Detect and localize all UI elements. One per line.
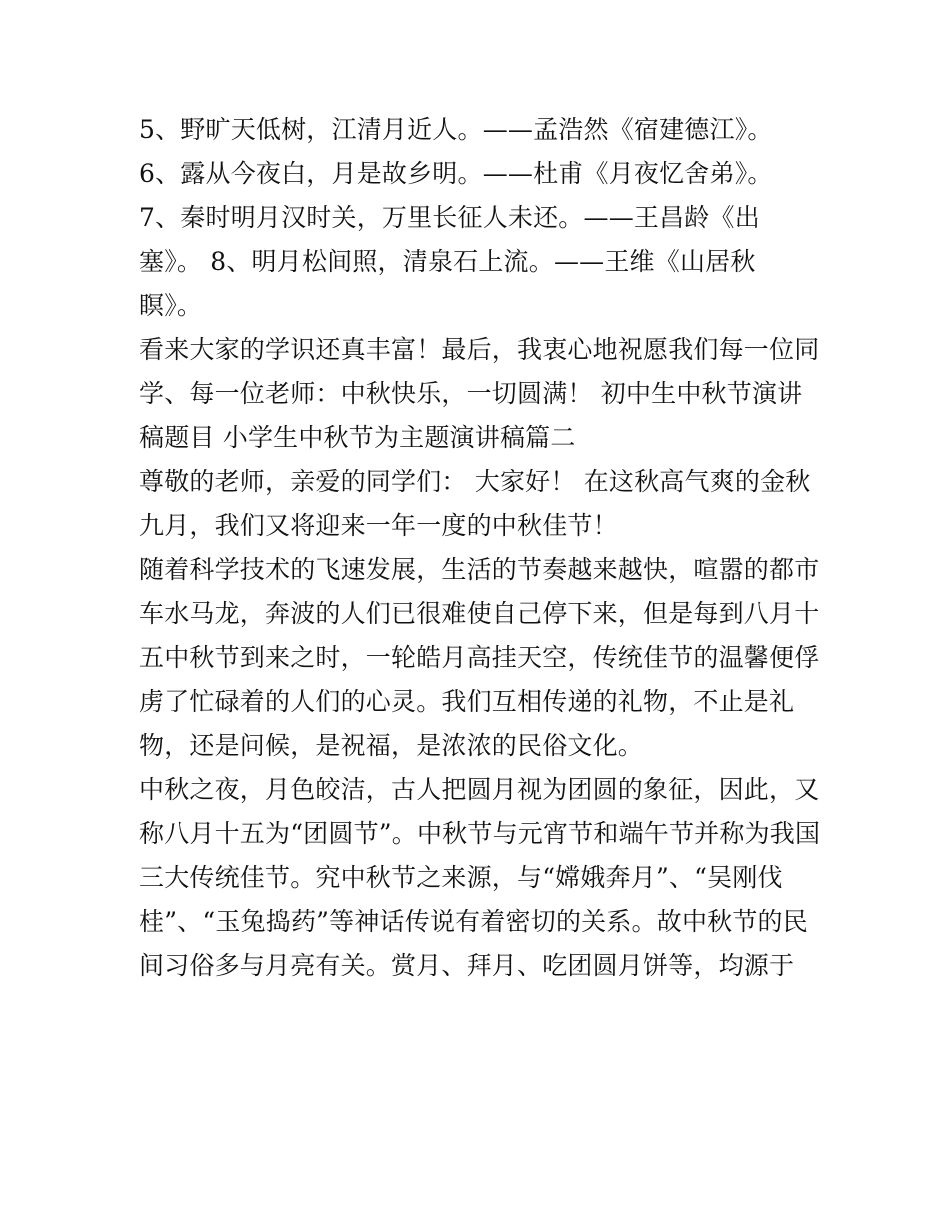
text-line: 尊敬的老师，亲爱的同学们： 大家好！ 在这秋高气爽的金秋 bbox=[139, 467, 811, 496]
text-line: 三大传统佳节。究中秋节之来源，与“嫦娥奔月”、“吴刚伐 bbox=[139, 863, 783, 892]
text-line: 称八月十五为“团圆节”。中秋节与元宵节和端午节并称为我国 bbox=[139, 819, 821, 848]
text-line: 瞑》。 bbox=[139, 291, 203, 320]
text-line: 中秋之夜，月色皎洁，古人把圆月视为团圆的象征，因此，又 bbox=[139, 775, 820, 804]
text-line: 九月，我们又将迎来一年一度的中秋佳节！ bbox=[139, 511, 618, 540]
text-line: 虏了忙碌着的人们的心灵。我们互相传递的礼物，不止是礼 bbox=[139, 687, 795, 716]
text-line: 看来大家的学识还真丰富！最后，我衷心地祝愿我们每一位同 bbox=[139, 335, 820, 364]
text-line: 五中秋节到来之时，一轮皓月高挂天空，传统佳节的温馨便俘 bbox=[139, 643, 820, 672]
text-line: 5、野旷天低树，江清月近人。——孟浩然《宿建德江》。 bbox=[139, 115, 773, 144]
text-line: 车水马龙，奔波的人们已很难使自己停下来，但是每到八月十 bbox=[139, 599, 820, 628]
text-line: 桂”、“玉兔捣药”等神话传说有着密切的关系。故中秋节的民 bbox=[139, 907, 808, 936]
document-body bbox=[139, 108, 829, 988]
text-line: 6、露从今夜白，月是故乡明。——杜甫《月夜忆舍弟》。 bbox=[139, 159, 773, 188]
text-line: 稿题目 小学生中秋节为主题演讲稿篇二 bbox=[139, 423, 576, 452]
text-line: 物，还是问候，是祝福，是浓浓的民俗文化。 bbox=[139, 731, 644, 760]
text-line: 塞》。 8、明月松间照，清泉石上流。——王维《山居秋 bbox=[139, 247, 756, 276]
text-line: 学、每一位老师：中秋快乐，一切圆满！ 初中生中秋节演讲 bbox=[139, 379, 803, 408]
text-line: 7、秦时明月汉时关，万里长征人未还。——王昌龄《出 bbox=[139, 203, 760, 232]
text-line: 随着科学技术的飞速发展，生活的节奏越来越快，喧嚣的都市 bbox=[139, 555, 820, 584]
text-line: 间习俗多与月亮有关。赏月、拜月、吃团圆月饼等，均源于 bbox=[139, 951, 795, 980]
